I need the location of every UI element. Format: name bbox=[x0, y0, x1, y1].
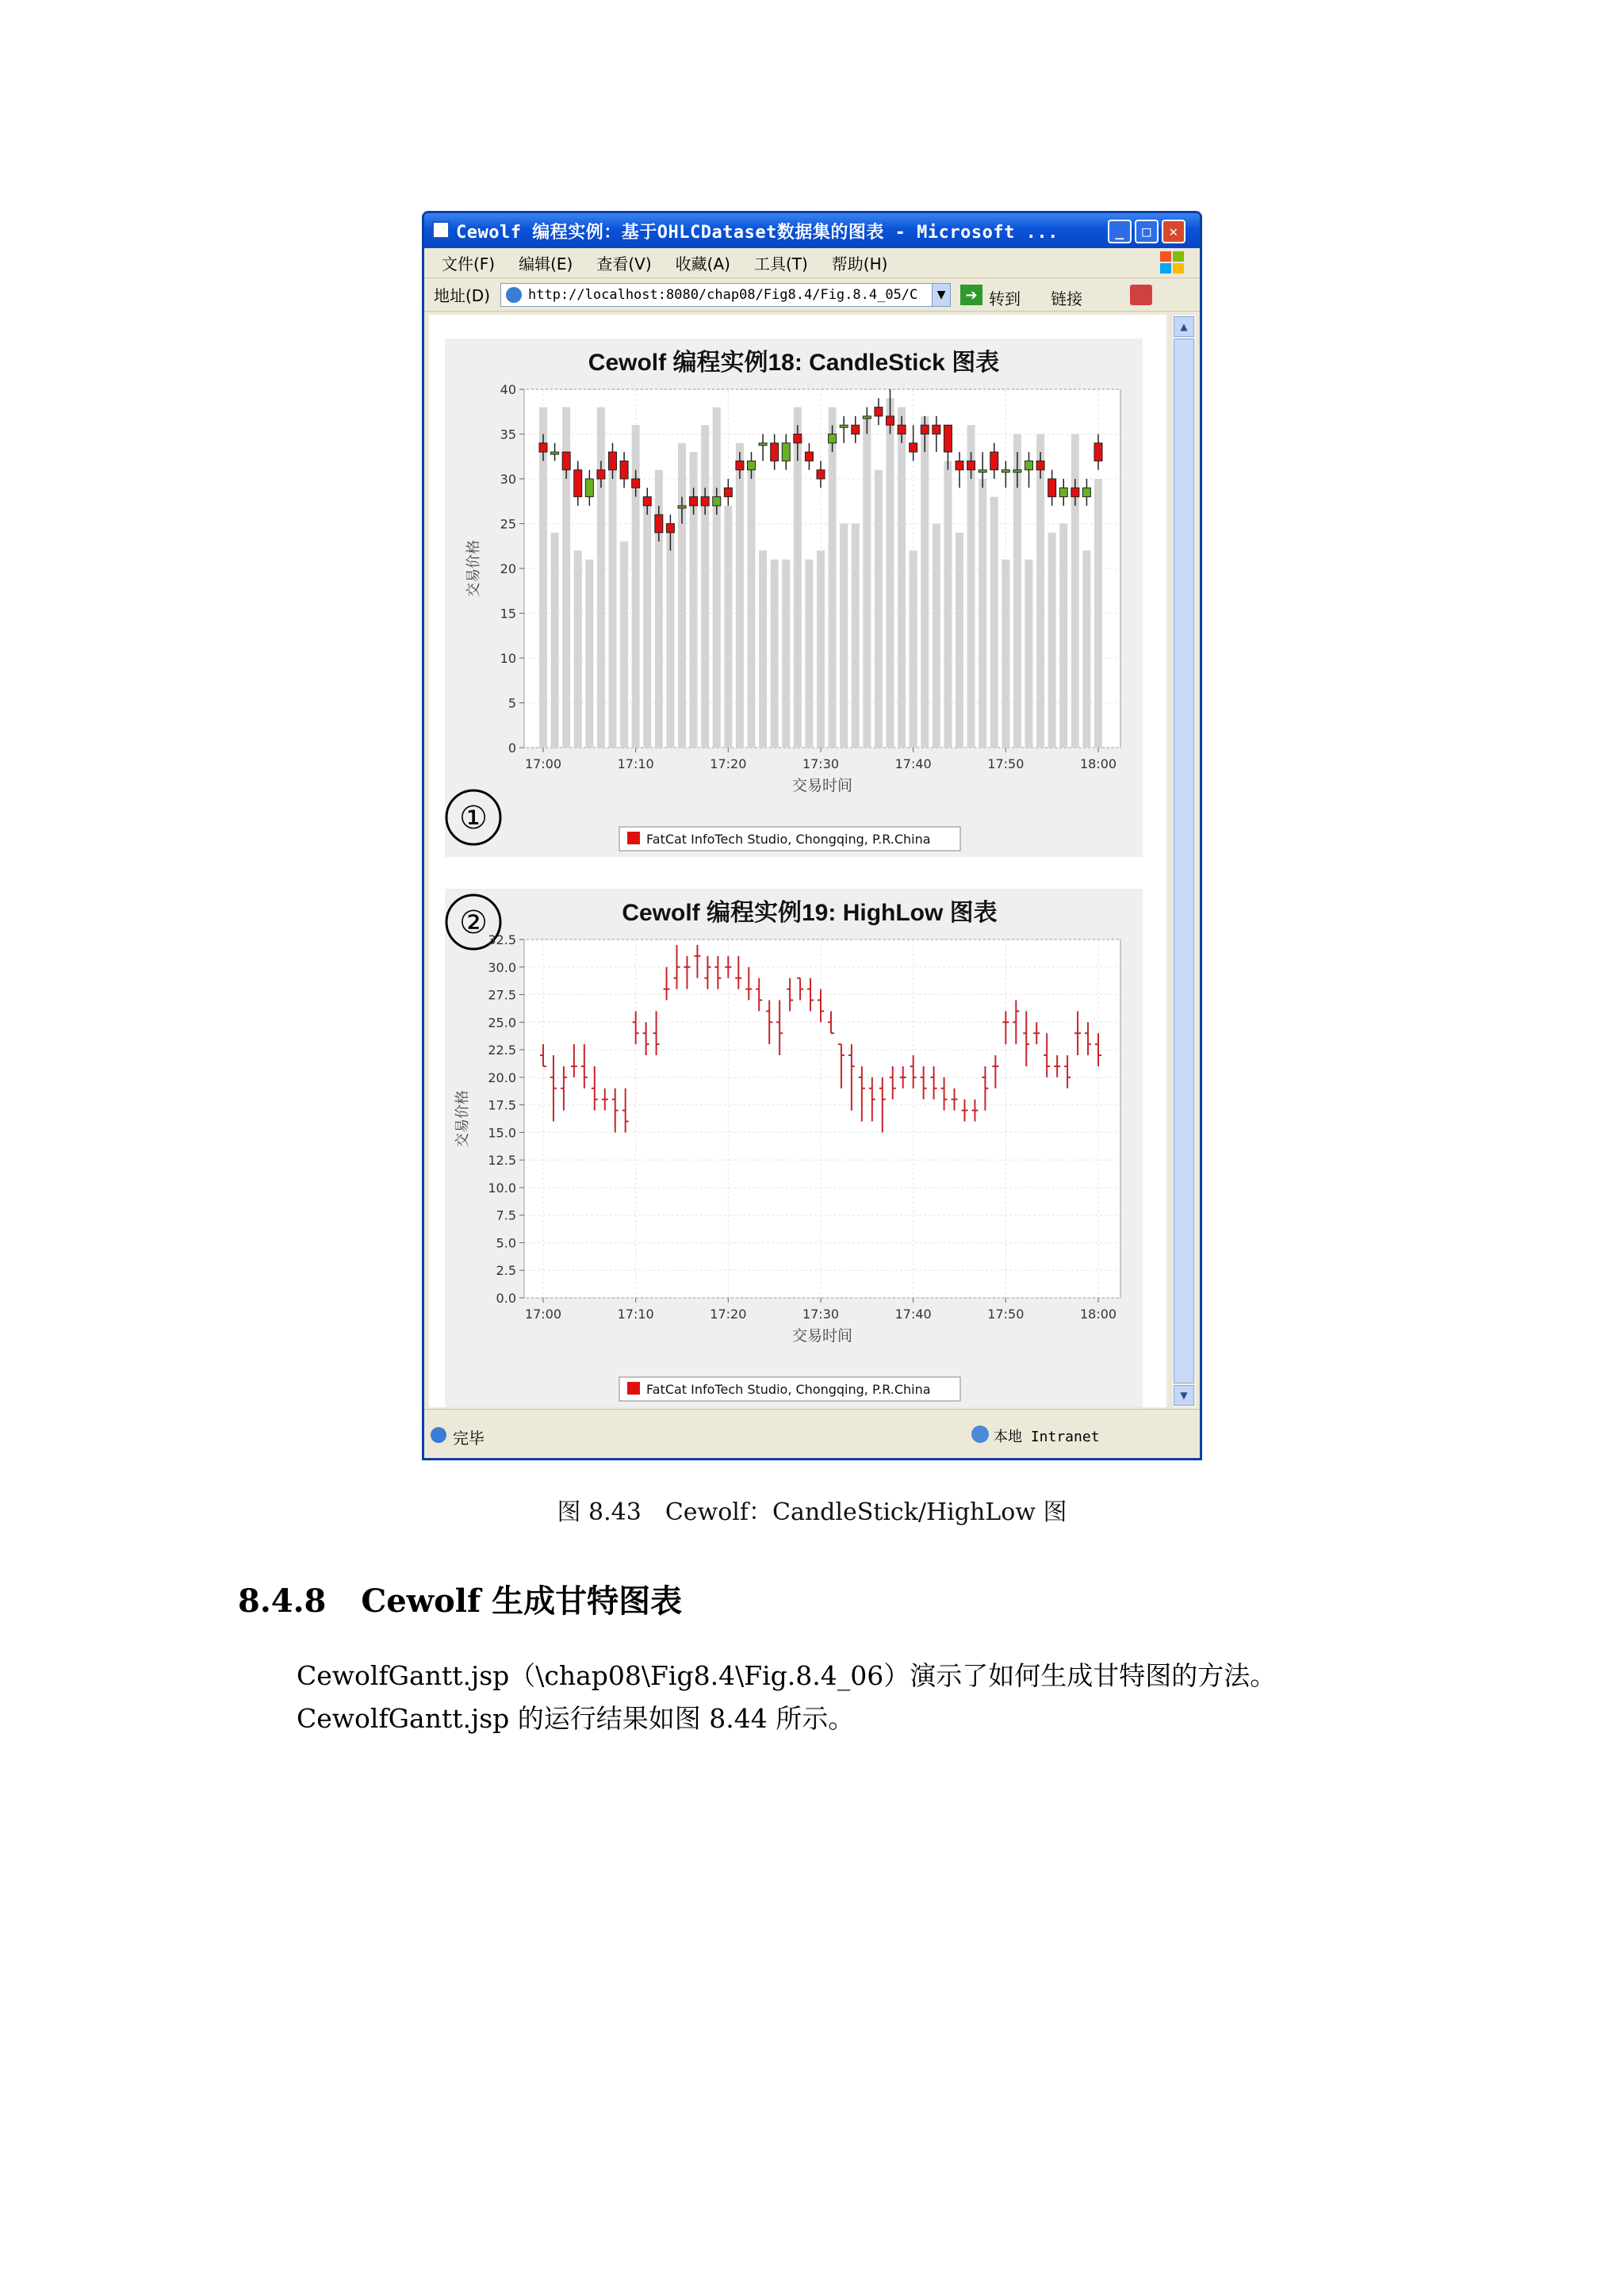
volume-bar bbox=[898, 408, 906, 748]
volume-bar bbox=[759, 550, 767, 748]
y-tick-label: 35 bbox=[500, 427, 516, 442]
address-input[interactable] bbox=[500, 283, 944, 307]
volume-bar bbox=[666, 533, 674, 748]
windows-logo-icon bbox=[1159, 250, 1185, 275]
highlow-y-label: 交易价格 bbox=[454, 1090, 471, 1147]
page-icon bbox=[506, 287, 522, 303]
volume-bar bbox=[979, 479, 986, 748]
y-tick-label: 0.0 bbox=[496, 1291, 516, 1306]
candle-body bbox=[609, 452, 617, 470]
volume-bar bbox=[990, 497, 998, 748]
volume-bar bbox=[863, 416, 871, 748]
candle-body bbox=[771, 443, 779, 461]
address-bar bbox=[424, 278, 1200, 312]
section-title: Cewolf 生成甘特图表 bbox=[361, 1582, 683, 1620]
candlestick-legend-swatch bbox=[627, 832, 640, 844]
candle-body bbox=[956, 461, 963, 469]
y-tick-label: 0 bbox=[508, 740, 516, 756]
volume-bar bbox=[910, 550, 917, 748]
candle-body bbox=[979, 470, 986, 473]
candle-body bbox=[643, 497, 651, 506]
x-tick-label: 17:30 bbox=[802, 756, 840, 771]
x-tick-label: 17:00 bbox=[524, 756, 562, 771]
candle-body bbox=[875, 408, 883, 416]
status-text: 完毕 bbox=[453, 1429, 485, 1448]
candle-body bbox=[921, 425, 929, 434]
menu-help[interactable]: 帮助(H) bbox=[831, 254, 888, 274]
y-tick-label: 17.5 bbox=[488, 1097, 516, 1113]
x-tick-label: 17:40 bbox=[894, 1307, 932, 1322]
page-done-icon bbox=[431, 1427, 446, 1443]
candle-body bbox=[817, 470, 825, 479]
y-tick-label: 12.5 bbox=[488, 1153, 516, 1169]
candle-body bbox=[539, 443, 547, 452]
volume-bar bbox=[736, 443, 744, 748]
candle-body bbox=[1036, 461, 1044, 469]
y-tick-label: 25.0 bbox=[488, 1015, 516, 1031]
intranet-zone-icon bbox=[971, 1425, 989, 1443]
volume-bar bbox=[713, 408, 721, 748]
ie-app-icon bbox=[432, 221, 450, 239]
section-heading bbox=[238, 1576, 682, 1621]
window-title: Cewolf 编程实例：基于OHLCDataset数据集的图表 - Microsoft ... bbox=[456, 222, 1059, 243]
x-tick-label: 17:40 bbox=[894, 756, 932, 771]
y-tick-label: 10 bbox=[500, 651, 516, 666]
candle-body bbox=[967, 461, 975, 469]
go-arrow-icon[interactable]: ➔ bbox=[960, 285, 982, 305]
y-tick-label: 20 bbox=[500, 561, 516, 576]
marker-1-label: ① bbox=[459, 800, 488, 836]
y-tick-label: 27.5 bbox=[488, 987, 516, 1003]
status-bar bbox=[424, 1409, 1200, 1458]
candle-body bbox=[597, 470, 605, 479]
links-button[interactable]: 链接 bbox=[1051, 289, 1082, 308]
y-tick-label: 15 bbox=[500, 606, 516, 622]
candle-body bbox=[1082, 488, 1090, 496]
menu-favorites[interactable]: 收藏(A) bbox=[675, 254, 730, 274]
volume-bar bbox=[620, 541, 628, 748]
address-value: http://localhost:8080/chap08/Fig8.4/Fig.8.4_05/C bbox=[528, 287, 918, 303]
candle-body bbox=[933, 425, 940, 434]
candle-body bbox=[944, 425, 952, 452]
volume-bar bbox=[643, 497, 651, 748]
candle-body bbox=[666, 524, 674, 533]
vertical-scrollbar[interactable] bbox=[1171, 315, 1196, 1407]
candle-body bbox=[655, 515, 663, 533]
candlestick-y-label: 交易价格 bbox=[465, 540, 482, 597]
volume-bar bbox=[585, 560, 593, 748]
volume-bar bbox=[1002, 560, 1009, 748]
volume-bar bbox=[1025, 560, 1033, 748]
volume-bar bbox=[748, 470, 756, 748]
candle-body bbox=[1025, 461, 1033, 469]
y-tick-label: 32.5 bbox=[488, 932, 516, 947]
highlow-x-label: 交易时间 bbox=[791, 1327, 853, 1345]
volume-bar bbox=[852, 524, 860, 748]
page-content bbox=[429, 315, 1166, 1407]
candle-body bbox=[1013, 470, 1021, 473]
title-bar bbox=[424, 213, 1200, 248]
close-button[interactable]: ✕ bbox=[1162, 220, 1185, 243]
highlow-title: Cewolf 编程实例19: HighLow 图表 bbox=[622, 900, 998, 926]
candle-body bbox=[759, 443, 767, 446]
x-tick-label: 17:20 bbox=[710, 1307, 747, 1322]
volume-bar bbox=[724, 506, 732, 748]
y-tick-label: 25 bbox=[500, 516, 516, 532]
candle-body bbox=[898, 425, 906, 434]
y-tick-label: 20.0 bbox=[488, 1070, 516, 1085]
x-tick-label: 17:30 bbox=[802, 1307, 840, 1322]
menu-bar bbox=[424, 248, 1200, 278]
volume-bar bbox=[782, 560, 790, 748]
y-tick-label: 15.0 bbox=[488, 1125, 516, 1141]
candle-body bbox=[1002, 470, 1009, 473]
candle-body bbox=[1094, 443, 1102, 461]
y-tick-label: 40 bbox=[500, 382, 516, 397]
scroll-thumb[interactable] bbox=[1174, 339, 1194, 1383]
maximize-button[interactable]: □ bbox=[1135, 220, 1159, 243]
volume-bar bbox=[771, 560, 779, 748]
candle-body bbox=[840, 425, 848, 427]
address-label: 地址(D) bbox=[434, 286, 491, 305]
candle-body bbox=[863, 416, 871, 419]
candle-body bbox=[1048, 479, 1056, 497]
x-tick-label: 17:00 bbox=[524, 1307, 562, 1322]
volume-bar bbox=[944, 461, 952, 748]
volume-bar bbox=[1048, 533, 1056, 748]
volume-bar bbox=[678, 443, 686, 748]
candle-body bbox=[782, 443, 790, 461]
volume-bar bbox=[956, 533, 963, 748]
volume-bar bbox=[933, 524, 940, 748]
candle-body bbox=[701, 497, 709, 506]
menu-edit[interactable]: 编辑(E) bbox=[519, 254, 573, 274]
scroll-up-icon[interactable]: ▲ bbox=[1174, 316, 1194, 337]
y-tick-label: 30 bbox=[500, 472, 516, 487]
menu-tools[interactable]: 工具(T) bbox=[753, 254, 808, 274]
y-tick-label: 5 bbox=[508, 695, 516, 711]
menu-view[interactable]: 查看(V) bbox=[596, 254, 652, 274]
volume-bar bbox=[701, 425, 709, 748]
x-tick-label: 17:50 bbox=[987, 756, 1025, 771]
candle-body bbox=[748, 461, 756, 469]
candle-body bbox=[887, 416, 894, 425]
browser-window bbox=[422, 211, 1202, 1460]
volume-bar bbox=[551, 533, 559, 748]
candle-body bbox=[713, 497, 721, 506]
volume-bar bbox=[1059, 524, 1067, 748]
y-tick-label: 5.0 bbox=[496, 1235, 516, 1251]
candle-body bbox=[829, 434, 837, 443]
candle-body bbox=[736, 461, 744, 469]
candle-body bbox=[551, 452, 559, 454]
y-tick-label: 2.5 bbox=[496, 1263, 516, 1279]
volume-bar bbox=[1036, 434, 1044, 748]
candle-body bbox=[794, 434, 802, 443]
volume-bar bbox=[840, 524, 848, 748]
volume-bar bbox=[574, 550, 582, 748]
candle-body bbox=[562, 452, 570, 470]
volume-bar bbox=[875, 470, 883, 748]
volume-bar bbox=[829, 408, 837, 748]
zone-text: 本地 Intranet bbox=[994, 1429, 1100, 1445]
highlow-plot-area bbox=[524, 939, 1120, 1298]
paragraph-line-2: CewolfGantt.jsp 的运行结果如图 8.44 所示。 bbox=[297, 1703, 855, 1734]
candle-body bbox=[585, 479, 593, 497]
candle-body bbox=[724, 488, 732, 496]
x-tick-label: 17:50 bbox=[987, 1307, 1025, 1322]
x-tick-label: 18:00 bbox=[1079, 1307, 1117, 1322]
y-tick-label: 7.5 bbox=[496, 1207, 516, 1223]
candle-body bbox=[632, 479, 640, 488]
menu-file[interactable]: 文件(F) bbox=[442, 254, 496, 274]
x-tick-label: 17:20 bbox=[710, 756, 747, 771]
candlestick-x-label: 交易时间 bbox=[791, 777, 853, 794]
y-tick-label: 10.0 bbox=[488, 1180, 516, 1196]
candle-body bbox=[990, 452, 998, 470]
candle-body bbox=[620, 461, 628, 479]
charts-canvas bbox=[429, 315, 1166, 1407]
volume-bar bbox=[609, 461, 617, 748]
volume-bar bbox=[817, 550, 825, 748]
paragraph-line-1: CewolfGantt.jsp（\chap08\Fig8.4\Fig.8.4_06）演示了如何生成甘特图的方法。 bbox=[297, 1660, 1277, 1691]
volume-bar bbox=[921, 416, 929, 748]
candle-body bbox=[852, 425, 860, 434]
y-tick-label: 30.0 bbox=[488, 959, 516, 975]
address-dropdown-icon[interactable]: ▼ bbox=[932, 283, 951, 307]
toolbar-extension-icon[interactable] bbox=[1130, 285, 1152, 305]
volume-bar bbox=[1094, 479, 1102, 748]
candle-body bbox=[690, 497, 698, 506]
candle-body bbox=[1071, 488, 1079, 496]
highlow-legend-swatch bbox=[627, 1382, 640, 1395]
y-tick-label: 22.5 bbox=[488, 1043, 516, 1058]
candle-body bbox=[678, 506, 686, 508]
x-tick-label: 17:10 bbox=[617, 756, 654, 771]
go-button[interactable]: 转到 bbox=[989, 289, 1021, 308]
marker-2-label: ② bbox=[459, 905, 488, 941]
candlestick-legend-label: FatCat InfoTech Studio, Chongqing, P.R.China bbox=[646, 832, 931, 847]
volume-bar bbox=[597, 408, 605, 748]
candle-body bbox=[910, 443, 917, 452]
candlestick-title: Cewolf 编程实例18: CandleStick 图表 bbox=[588, 350, 1000, 376]
x-tick-label: 17:10 bbox=[617, 1307, 654, 1322]
volume-bar bbox=[887, 398, 894, 748]
volume-bar bbox=[805, 560, 813, 748]
figure-caption: 图 8.43 Cewolf：CandleStick/HighLow 图 bbox=[557, 1498, 1067, 1526]
minimize-button[interactable]: _ bbox=[1108, 220, 1132, 243]
candle-body bbox=[1059, 488, 1067, 496]
candle-body bbox=[574, 470, 582, 497]
x-tick-label: 18:00 bbox=[1079, 756, 1117, 771]
candle-body bbox=[805, 452, 813, 461]
volume-bar bbox=[1082, 550, 1090, 748]
scroll-down-icon[interactable]: ▼ bbox=[1174, 1385, 1194, 1406]
section-number: 8.4.8 bbox=[238, 1582, 327, 1620]
highlow-legend-label: FatCat InfoTech Studio, Chongqing, P.R.China bbox=[646, 1382, 931, 1397]
